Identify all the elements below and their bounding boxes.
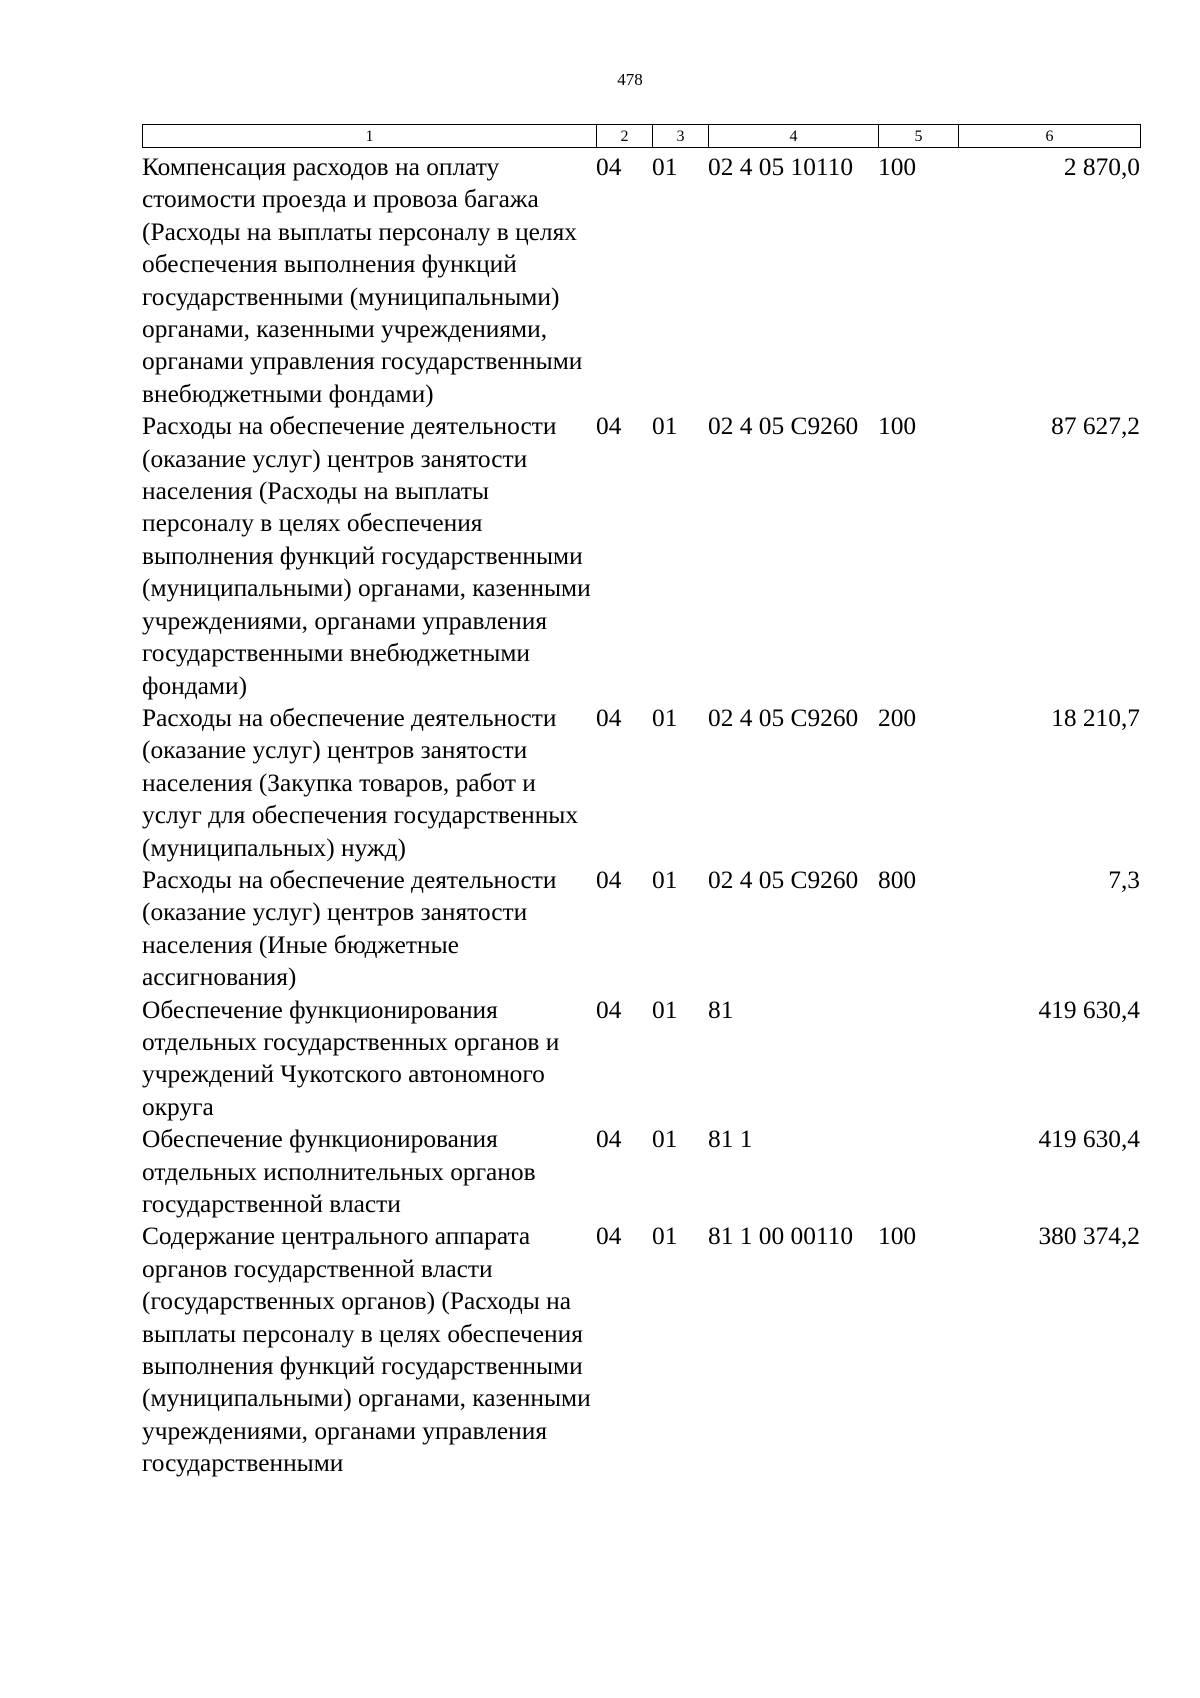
row-section-code: 04 xyxy=(596,703,622,732)
table-row xyxy=(142,702,1140,864)
row-expense-type-code: 100 xyxy=(878,1222,917,1251)
row-subsection-code: 01 xyxy=(652,865,678,894)
row-section-code: 04 xyxy=(596,1222,622,1251)
row-section-code: 04 xyxy=(596,865,622,894)
row-section-code: 04 xyxy=(596,1125,622,1154)
column-header-5: 5 xyxy=(879,125,959,148)
row-expense-type-code: 800 xyxy=(878,865,917,894)
row-target-article-code: 02 4 05 10110 xyxy=(708,153,854,181)
row-amount: 87 627,2 xyxy=(1051,412,1140,441)
row-expense-type-code: 100 xyxy=(878,153,917,181)
row-amount: 7,3 xyxy=(1108,865,1140,894)
row-subsection-code: 01 xyxy=(652,1125,678,1154)
row-subsection-code: 01 xyxy=(652,153,678,181)
table-row xyxy=(142,994,1140,1124)
row-amount: 380 374,2 xyxy=(1038,1222,1140,1251)
row-description: Расходы на обеспечение деятельности (оказание услуг) центров занятости населения (Закупка товаров, работ и услуг для обеспечения государственных (муниципальных) нужд) xyxy=(142,703,579,862)
row-section-code: 04 xyxy=(596,153,622,181)
column-header-2: 2 xyxy=(597,125,653,148)
row-target-article-code: 81 xyxy=(708,995,734,1024)
row-amount: 2 870,0 xyxy=(1063,153,1140,181)
table-row xyxy=(142,1220,1140,1479)
row-description: Компенсация расходов на оплату стоимости проезда и провоза багажа (Расходы на выплаты персоналу в целях обеспечения выполнения функций государственными (муниципальными) органами, казенными учреждениями, органами управления государственными внебюджетными фондами) xyxy=(142,153,583,408)
row-subsection-code: 01 xyxy=(652,412,678,441)
row-target-article-code: 02 4 05 С9260 xyxy=(708,703,859,732)
table-row xyxy=(142,151,1140,410)
row-amount: 18 210,7 xyxy=(1051,703,1140,732)
row-target-article-code: 02 4 05 С9260 xyxy=(708,412,859,441)
row-description: Обеспечение функционирования отдельных государственных органов и учреждений Чукотского автономного округа xyxy=(142,995,560,1121)
table-row xyxy=(142,410,1140,702)
row-subsection-code: 01 xyxy=(652,995,678,1024)
column-header-3: 3 xyxy=(653,125,709,148)
row-description: Расходы на обеспечение деятельности (оказание услуг) центров занятости населения (Расходы на выплаты персоналу в целях обеспечения выполнения функций государственными (муниципальными) органами, казенными учреждениями, органами управления государственными внебюджетными фондами) xyxy=(142,412,591,700)
page-number: 478 xyxy=(617,70,643,89)
column-header-1: 1 xyxy=(143,125,597,148)
row-expense-type-code xyxy=(878,1123,958,1220)
column-header-table xyxy=(142,124,1141,148)
row-description: Содержание центрального аппарата органов государственной власти (государственных органов) (Расходы на выплаты персоналу в целях обеспечения выполнения функций государственными (муниципальными) органами, казенными учреждениями, органами управления государственными xyxy=(142,1222,591,1478)
row-target-article-code: 02 4 05 С9260 xyxy=(708,865,859,894)
row-section-code: 04 xyxy=(596,995,622,1024)
table-row xyxy=(142,1123,1140,1220)
row-description: Обеспечение функционирования отдельных исполнительных органов государственной власти xyxy=(142,1125,536,1218)
row-expense-type-code xyxy=(878,994,958,1124)
column-header-4: 4 xyxy=(709,125,879,148)
row-expense-type-code: 200 xyxy=(878,703,917,732)
row-amount: 419 630,4 xyxy=(1038,1125,1140,1154)
row-subsection-code: 01 xyxy=(652,703,678,732)
row-amount: 419 630,4 xyxy=(1038,995,1140,1024)
table-row xyxy=(142,864,1140,994)
row-expense-type-code: 100 xyxy=(878,412,917,441)
row-target-article-code: 81 1 xyxy=(708,1125,753,1154)
column-header-6: 6 xyxy=(959,125,1141,148)
row-subsection-code: 01 xyxy=(652,1222,678,1251)
row-target-article-code: 81 1 00 00110 xyxy=(708,1222,854,1251)
row-section-code: 04 xyxy=(596,412,622,441)
budget-table-body xyxy=(142,151,1140,1480)
row-description: Расходы на обеспечение деятельности (оказание услуг) центров занятости населения (Иные бюджетные ассигнования) xyxy=(142,865,557,992)
